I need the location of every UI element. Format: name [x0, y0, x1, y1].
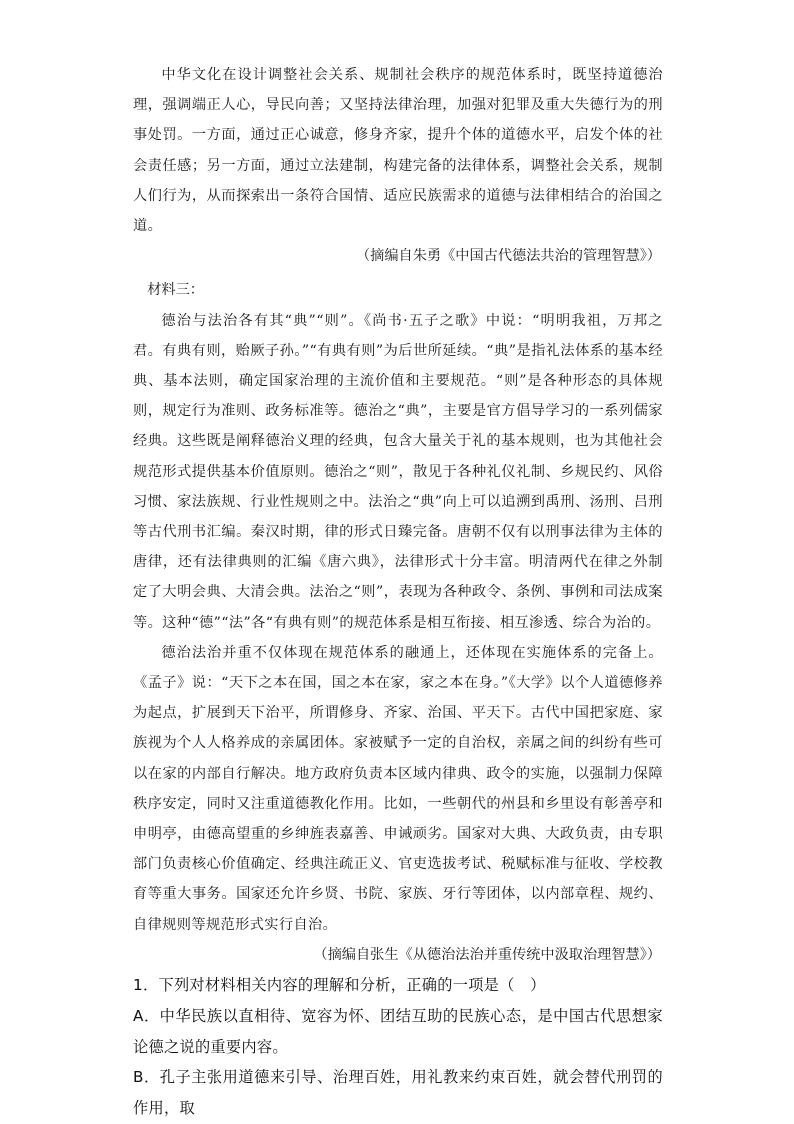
source-citation-zhu-yong: （摘编自朱勇《中国古代德法共治的管理智慧》）: [355, 248, 661, 265]
document-body: [133, 60, 663, 1124]
material-3-heading: 材料三：: [147, 282, 204, 299]
question-1-option-a: A．中华民族以直相待、宽容为怀、团结互助的民族心态，是中国古代思想家论德之说的重要内容。: [133, 1006, 663, 1056]
source-citation-zhang-sheng: （摘编自张生《从德治法治并重传统中汲取治理智慧》）: [313, 946, 661, 963]
paragraph-dian-ze: 德治与法治各有其“典”“则”。《尚书·五子之歌》中说：“明明我祖，万邦之君。有典有则，贻厥子孙。”“有典有则”为后世所延续。“典”是指礼法体系的基本经典、基本法则，确定国家治理的主流价值和主要规范。“则”是各种形态的具体规则，规定行为准则、政务标准等。德治之“典”，主要是官方倡导学习的一系列儒家经典。这些既是阐释德治义理的经典，包含大量关于礼的基本规则，也为其他社会规范形式提供基本价值原则。德治之“则”，散见于各种礼仪礼制、乡规民约、风俗习惯、家法族规、行业性规则之中。法治之“典”向上可以追溯到禹刑、汤刑、吕刑等古代刑书汇编。秦汉时期，律的形式日臻完备。唐朝不仅有以刑事法律为主体的唐律，还有法律典则的汇编《唐六典》，法律形式十分丰富。明清两代在律之外制定了大明会典、大清会典。法治之“则”，表现为各种政令、条例、事例和司法成案等。这种“德”“法”各“有典有则”的规范体系是相互衔接、相互渗透、综合为治的。: [133, 312, 663, 631]
paragraph-moral-legal-governance: 中华文化在设计调整社会关系、规制社会秩序的规范体系时，既坚持道德治理，强调端正人心，导民向善；又坚持法律治理，加强对犯罪及重大失德行为的刑事处罚。一方面，通过正心诚意，修身齐家，提升个体的道德水平，启发个体的社会责任感；另一方面，通过立法建制，构建完备的法律体系，调整社会关系，规制人们行为，从而探索出一条符合国情、适应民族需求的道德与法律相结合的治国之道。: [133, 67, 663, 235]
question-1-stem: 1．下列对材料相关内容的理解和分析，正确的一项是（ ）: [133, 976, 546, 995]
question-1-option-b: B．孔子主张用道德来引导、治理百姓，用礼教来约束百姓，就会替代刑罚的作用，取: [133, 1068, 663, 1118]
paragraph-implementation-system: 德治法治并重不仅体现在规范体系的融通上，还体现在实施体系的完备上。《孟子》说：“天下之本在国，国之本在家，家之本在身。”《大学》以个人道德修养为起点，扩展到天下治平，所谓修身、齐家、治国、平天下。古代中国把家庭、家族视为个人人格养成的亲属团体。家被赋予一定的自治权，亲属之间的纠纷有些可以在家的内部自行解决。地方政府负责本区域内律典、政令的实施，以强制力保障秩序安定，同时又注重道德教化作用。比如，一些朝代的州县和乡里设有彰善亭和申明亭，由德高望重的乡绅旌表嘉善、申诫顽劣。国家对大典、大政负责，由专职部门负责核心价值确定、经典注疏正义、官吏选拔考试、税赋标准与征收、学校教育等重大事务。国家还允许乡贤、书院、家族、牙行等团体，以内部章程、规约、自律规则等规范形式实行自治。: [133, 644, 663, 933]
